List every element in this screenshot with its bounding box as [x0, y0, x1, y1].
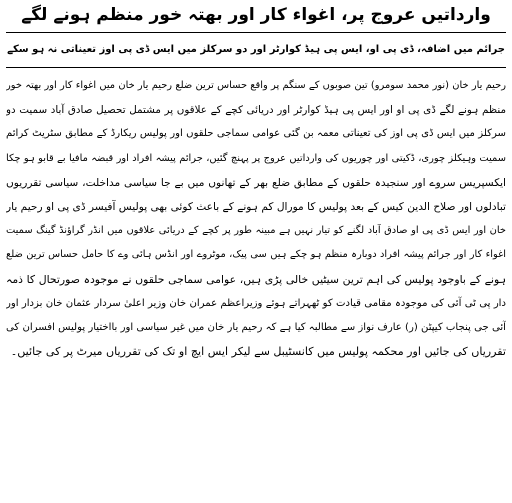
body-line: سرکلز میں ایس ڈی پی اوز کی تعیناتی معمہ بن گئی عوامی سماجی حلقوں اور پولیس ریکارڈ کے مطابق سٹریٹ کرائم: [6, 128, 506, 140]
body-line: ایکسپریس سروے اور سنجیدہ حلقوں کے مطابق ضلع بھر کے تھانوں میں بے جا سیاسی مداخلت، سیاسی تقرریوں: [6, 176, 506, 189]
article-body: [6, 74, 506, 364]
divider: [6, 32, 506, 33]
body-line: منظم ہونے لگے ڈی پی او اور ایس پی ہیڈ کوارٹر اور دریائی کچے کے علاقوں پر مشتمل تحصیل صادق آباد سمیت دو: [6, 104, 506, 117]
subheadline: جرائم میں اضافہ، ڈی پی او، ایس پی ہیڈ کوارٹر اور دو سرکلز میں ایس ڈی پی اوز تعیناتی نہ ہو سکے: [7, 44, 505, 55]
body-line: خان اور ایس ڈی پی او صادق آباد لگنے کو تیار نہیں ہے مبینہ طور پر کچے کے دریائی علاقوں میں انڈر گراؤنڈ گینگ سمیت: [6, 225, 506, 237]
body-line: آئی جی پنجاب کیپٹن (ر) عارف نواز سے مطالبہ کیا ہے کہ رحیم یار خان میں غیر سیاسی اور بااختیار پولیس افسران کی: [6, 321, 506, 333]
body-line: تقرریاں کی جائیں اور محکمہ پولیس میں کانسٹیبل سے لیکر ایس ایچ او تک کی تقرریاں میرٹ پر کی جائیں۔: [10, 345, 506, 359]
body-line: تبادلوں اور صلاح الدین کیس کے بعد پولیس کا مورال کم ہونے کے باعث کوئی بھی پولیس آفیسر ڈی پی او رحیم یار: [6, 200, 506, 213]
body-line: رحیم یار خان (نور محمد سومرو) تین صوبوں کے سنگم پر واقع حساس ترین ضلع رحیم یار خان میں اغواء کار اور بھتہ خور: [6, 80, 506, 91]
divider: [6, 67, 506, 68]
body-line: دار پی ٹی آئی کی موجودہ مقامی قیادت کو ٹھہراتے ہوئے وزیراعظم عمران خان وزیر اعلیٰ سردار عثمان خان بزدار اور: [6, 297, 506, 309]
body-line: سمیت وہیکلز چوری، ڈکیتی اور چوریوں کی وارداتیں عروج پر پہنچ گئیں، جرائم پیشہ افراد اور قبضہ مافیا بے قابو ہو چکا: [6, 152, 506, 164]
headline: وارداتیں عروج پر، اغواء کار اور بھتہ خور منظم ہونے لگے: [21, 5, 491, 25]
body-line: ہونے کے باوجود پولیس کی اہم ترین سیٹیں خالی پڑی ہیں، عوامی سماجی حلقوں نے موجودہ صورتحال کا ذمہ: [6, 272, 506, 286]
body-line: اغواء کار اور جرائم پیشہ افراد دوبارہ منظم ہو چکے ہیں سی پیک، موٹروے اور انڈس ہائی وے کا حامل حساس ترین ضلع: [6, 249, 506, 261]
